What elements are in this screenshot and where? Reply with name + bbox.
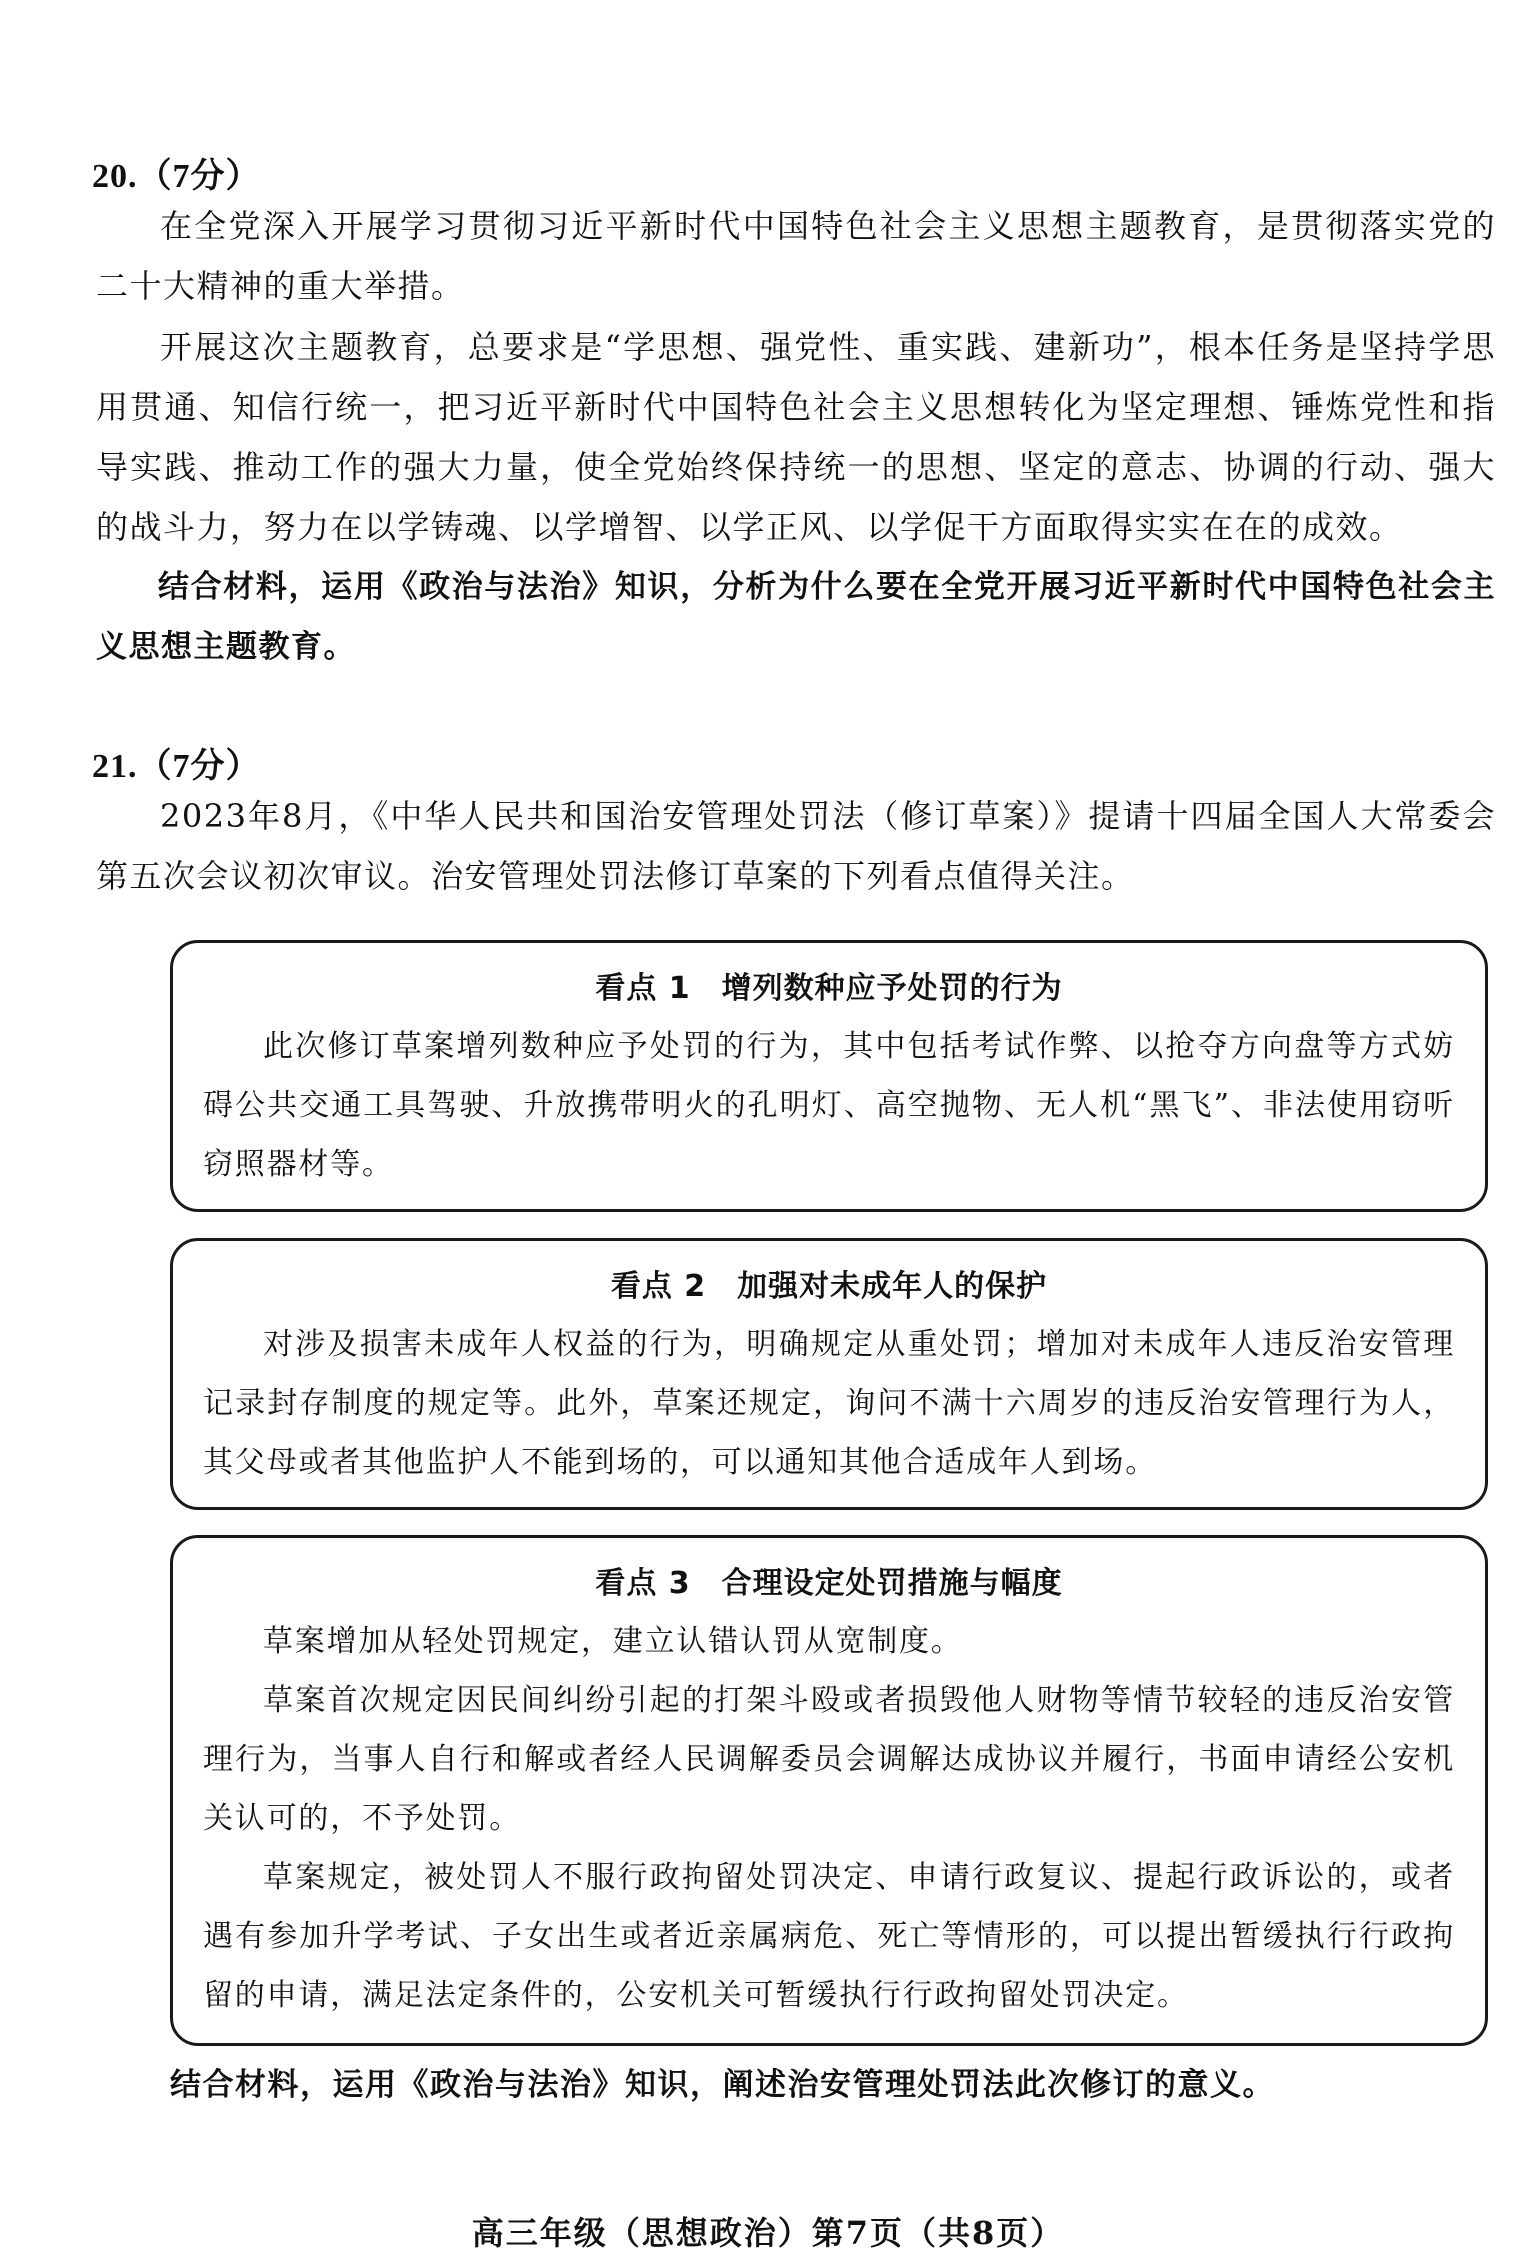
question-20-material-1: 在全党深入开展学习贯彻习近平新时代中国特色社会主义思想主题教育，是贯彻落实党的二十大精神的重大举措。 — [96, 207, 1496, 305]
question-20-number: 20.（7分） — [92, 158, 261, 195]
highlight-box-3-text-1: 草案增加从轻处罚规定，建立认错认罚从宽制度。 — [263, 1624, 963, 1659]
question-20-material-2: 开展这次主题教育，总要求是“学思想、强党性、重实践、建新功”，根本任务是坚持学思用贯通、知信行统一，把习近平新时代中国特色社会主义思想转化为坚定理想、锤炼党性和指导实践、推动工作的强大力量，使全党始终保持统一的思想、坚定的意志、协调的行动、强大的战斗力，努力在以学铸魂、以学增智、以学正风、以学促干方面取得实实在在的成效。 — [96, 328, 1496, 546]
highlight-box-2 — [170, 1238, 1488, 1510]
question-20-prompt: 结合材料，运用《政治与法治》知识，分析为什么要在全党开展习近平新时代中国特色社会主义思想主题教育。 — [96, 569, 1496, 665]
highlight-box-1-title: 看点 1 增列数种应予处罚的行为 — [595, 971, 1063, 1006]
highlight-box-3-text-2: 草案首次规定因民间纠纷引起的打架斗殴或者损毁他人财物等情节较轻的违反治安管理行为，当事人自行和解或者经人民调解委员会调解达成协议并履行，书面申请经公安机关认可的，不予处罚。 — [203, 1683, 1455, 1836]
highlight-box-3 — [170, 1535, 1488, 2046]
highlight-box-1-text: 此次修订草案增列数种应予处罚的行为，其中包括考试作弊、以抢夺方向盘等方式妨碍公共交通工具驾驶、升放携带明火的孔明灯、高空抛物、无人机“黑飞”、非法使用窃听窃照器材等。 — [203, 1029, 1455, 1182]
question-21-prompt: 结合材料，运用《政治与法治》知识，阐述治安管理处罚法此次修订的意义。 — [170, 2067, 1275, 2103]
highlight-box-2-title: 看点 2 加强对未成年人的保护 — [610, 1269, 1048, 1304]
highlight-box-1 — [170, 940, 1488, 1212]
highlight-box-2-text: 对涉及损害未成年人权益的行为，明确规定从重处罚；增加对未成年人违反治安管理记录封存制度的规定等。此外，草案还规定，询问不满十六周岁的违反治安管理行为人，其父母或者其他监护人不能到场的，可以通知其他合适成年人到场。 — [203, 1327, 1455, 1480]
question-21-intro: 2023年8月，《中华人民共和国治安管理处罚法（修订草案）》提请十四届全国人大常委会第五次会议初次审议。治安管理处罚法修订草案的下列看点值得关注。 — [96, 797, 1496, 895]
highlight-box-3-title: 看点 3 合理设定处罚措施与幅度 — [595, 1566, 1063, 1601]
highlight-box-3-text-3: 草案规定，被处罚人不服行政拘留处罚决定、申请行政复议、提起行政诉讼的，或者遇有参加升学考试、子女出生或者近亲属病危、死亡等情形的，可以提出暂缓执行行政拘留的申请，满足法定条件的，公安机关可暂缓执行行政拘留处罚决定。 — [203, 1860, 1455, 2013]
question-21-number: 21.（7分） — [92, 748, 261, 785]
page-footer: 高三年级（思想政治）第7页（共8页） — [471, 2214, 1065, 2252]
